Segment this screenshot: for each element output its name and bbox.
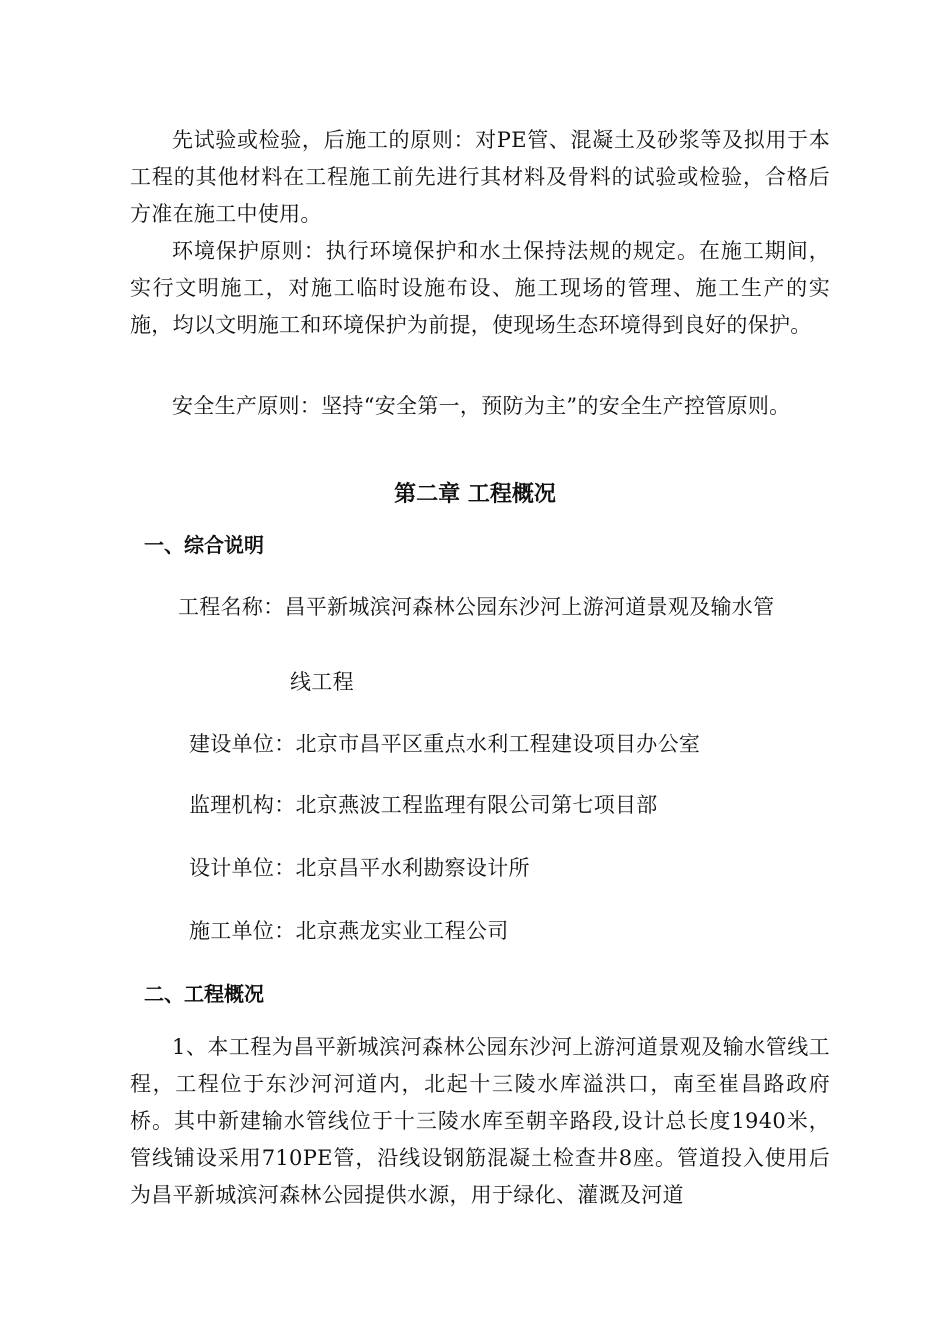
- section-heading-overview: 一、综合说明: [144, 533, 264, 557]
- section-heading-project: 二、工程概况: [144, 982, 264, 1006]
- principle-environment: 环境保护原则：执行环境保护和水土保持法规的规定。在施工期间，实行文明施工，对施工临时设施布设、施工现场的管理、施工生产的实施，均以文明施工和环境保护为前提，使现场生态环境得到良好的保护。: [130, 239, 830, 337]
- builder-unit: 施工单位：北京燕龙实业工程公司: [189, 919, 509, 943]
- chapter-title: 第二章 工程概况: [394, 482, 556, 507]
- construction-unit: 建设单位：北京市昌平区重点水利工程建设项目办公室: [189, 732, 701, 756]
- design-unit: 设计单位：北京昌平水利勘察设计所: [189, 856, 530, 880]
- supervision-agency: 监理机构：北京燕波工程监理有限公司第七项目部: [189, 793, 658, 817]
- project-name-line2: 线工程: [290, 670, 354, 694]
- project-name-line1: 工程名称：昌平新城滨河森林公园东沙河上游河道景观及输水管: [178, 595, 775, 619]
- principle-test-first: 先试验或检验，后施工的原则：对PE管、混凝土及砂浆等及拟用于本工程的其他材料在工程施工前先进行其材料及骨料的试验或检验，合格后方准在施工中使用。: [130, 128, 830, 226]
- principle-safety: 安全生产原则：坚持“安全第一，预防为主”的安全生产控管原则。: [172, 394, 791, 418]
- project-description: 1、本工程为昌平新城滨河森林公园东沙河上游河道景观及输水管线工程，工程位于东沙河河道内，北起十三陵水库溢洪口，南至崔昌路政府桥。其中新建输水管线位于十三陵水库至朝辛路段,设计总长度1940米，管线铺设采用710PE管，沿线设钢筋混凝土检查井8座。管道投入使用后为昌平新城滨河森林公园提供水源，用于绿化、灌溉及河道: [130, 1035, 830, 1207]
